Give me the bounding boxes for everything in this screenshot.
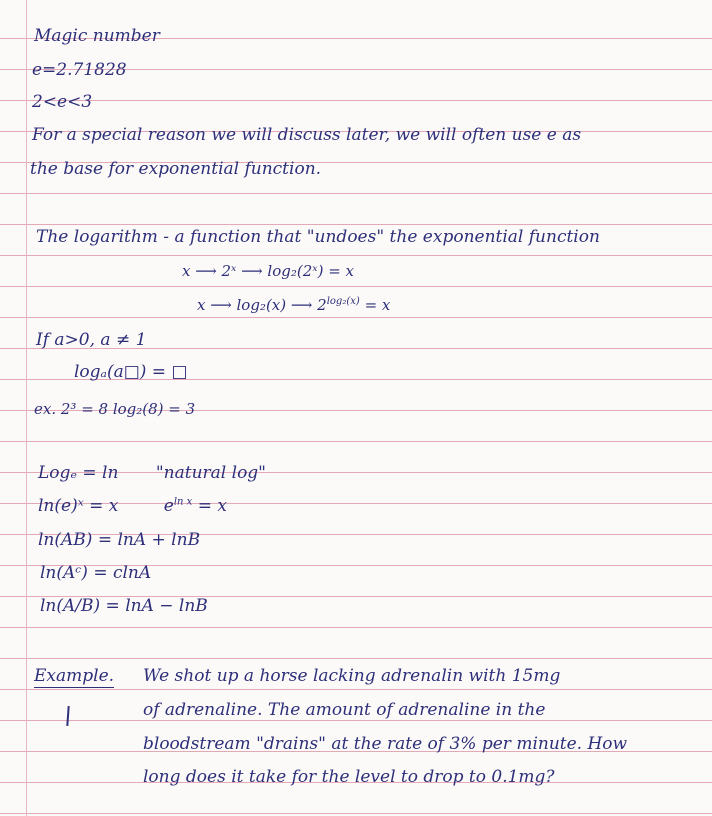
identity-product: ln(AB) = lnA + lnB: [38, 530, 201, 550]
log-inverse-rule: logₐ(a□) = □: [74, 362, 188, 382]
e-bounds: 2<e<3: [32, 92, 93, 112]
log-composition-row-1: x ⟶ 2ˣ ⟶ log₂(2ˣ) = x: [182, 262, 354, 280]
identity-power: ln(Aᶜ) = clnA: [40, 563, 152, 583]
identity-1-exponent: ln x: [173, 496, 193, 508]
example-line-2: of adrenaline. The amount of adrenaline in the: [143, 700, 546, 720]
log-condition: If a>0, a ≠ 1: [36, 330, 147, 350]
log-composition-row-2: [197, 296, 390, 314]
identity-1-left: ln(e)ˣ = x: [38, 496, 119, 516]
log-example: ex. 2³ = 8 log₂(8) = 3: [34, 400, 196, 418]
row2-exponent: log₂(x): [326, 296, 360, 307]
pen-mark: [66, 706, 69, 726]
e-value: e=2.71828: [32, 60, 127, 80]
example-label: [34, 666, 114, 686]
row2-right: = x: [364, 296, 391, 314]
example-line-3: bloodstream "drains" at the rate of 3% per minute. How: [143, 734, 628, 754]
identity-1-end: = x: [197, 496, 227, 516]
example-label-text: Example.: [34, 666, 115, 686]
identity-quotient: ln(A/B) = lnA − lnB: [40, 596, 208, 616]
identity-1-base: e: [163, 496, 174, 516]
margin-line: [26, 0, 27, 816]
row2-left: x ⟶ log₂(x) ⟶ 2: [197, 296, 327, 314]
example-line-4: long does it take for the level to drop to 0.1mg?: [143, 767, 555, 787]
logarithm-definition: The logarithm - a function that "undoes" the exponential function: [36, 227, 600, 247]
paragraph-line-1: For a special reason we will discuss later, we will often use e as: [32, 125, 582, 145]
natural-log-definition: [38, 463, 266, 483]
identity-1: [38, 496, 227, 516]
natural-log-label: "natural log": [155, 463, 267, 483]
natural-log-symbol: Logₑ = ln: [38, 463, 119, 483]
example-line-1: We shot up a horse lacking adrenalin with 15mg: [143, 666, 561, 686]
title-magic-number: Magic number: [34, 26, 160, 46]
paragraph-line-2: the base for exponential function.: [30, 159, 322, 179]
